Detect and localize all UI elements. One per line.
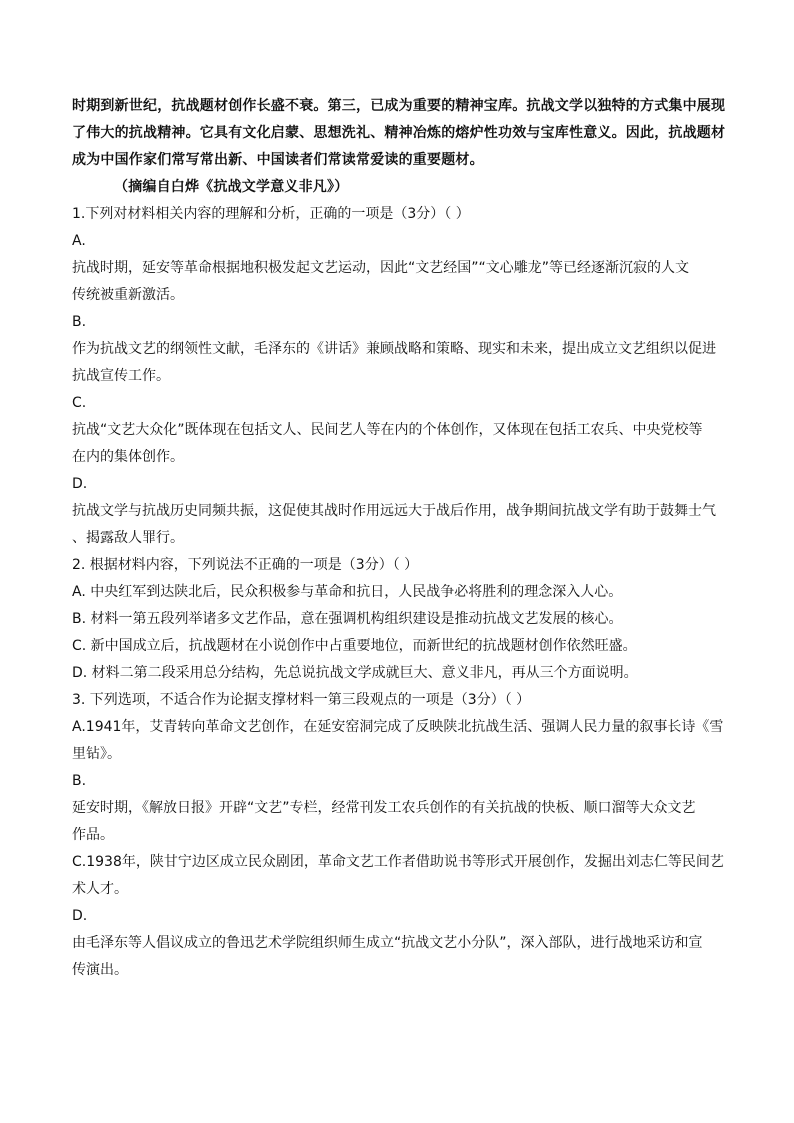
q1-option-d-label: D. bbox=[72, 476, 88, 492]
q3-option-c-text: 术人才。 bbox=[72, 881, 128, 897]
q1-option-c-text: 抗战“文艺大众化”既体现在包括文人、民间艺人等在内的个体创作，又体现在包括工农兵、中央党校等 bbox=[72, 422, 703, 438]
passage-line: 时期到新世纪，抗战题材创作长盛不衰。第三，已成为重要的精神宝库。抗战文学以独特的方式集中展现 bbox=[72, 98, 726, 114]
question-3-stem: 3. 下列选项，不适合作为论据支撑材料一第三段观点的一项是（3分）（ ） bbox=[72, 692, 531, 708]
q1-option-d-text: 、揭露敌人罪行。 bbox=[72, 530, 184, 546]
passage-line: 成为中国作家们常写常出新、中国读者们常读常爱读的重要题材。 bbox=[72, 152, 484, 168]
q2-option-a: A. 中央红军到达陕北后，民众积极参与革命和抗日，人民战争必将胜利的理念深入人心。 bbox=[72, 584, 623, 600]
q1-option-b-text: 作为抗战文艺的纲领性文献，毛泽东的《讲话》兼顾战略和策略、现实和未来，提出成立文艺组织以促进 bbox=[72, 341, 716, 357]
q3-option-b-text: 作品。 bbox=[72, 827, 114, 843]
passage-line: 了伟大的抗战精神。它具有文化启蒙、思想洗礼、精神冶炼的熔炉性功效与宝库性意义。因此，抗战题材 bbox=[72, 125, 726, 141]
q2-option-d: D. 材料二第二段采用总分结构，先总说抗战文学成就巨大、意义非凡，再从三个方面说明。 bbox=[72, 665, 638, 681]
q1-option-a-text: 传统被重新激活。 bbox=[72, 287, 184, 303]
q3-option-a-text: 里钻》。 bbox=[72, 746, 121, 762]
q1-option-b-text: 抗战宣传工作。 bbox=[72, 368, 170, 384]
q3-option-b-label: B. bbox=[72, 773, 87, 789]
q1-option-a-text: 抗战时期，延安等革命根据地积极发起文艺运动，因此“文艺经国”“文心雕龙”等已经逐渐沉寂的人文 bbox=[72, 260, 690, 276]
q1-option-d-text: 抗战文学与抗战历史同频共振，这促使其战时作用远远大于战后作用，战争期间抗战文学有助于鼓舞士气 bbox=[72, 503, 716, 519]
q3-option-b-text: 延安时期，《解放日报》开辟“文艺”专栏，经常刊发工农兵创作的有关抗战的快板、顺口溜等大众文艺 bbox=[72, 800, 696, 816]
q1-option-c-label: C. bbox=[72, 395, 87, 411]
q3-option-a-text: A.1941年，艾青转向革命文艺创作，在延安窑洞完成了反映陕北抗战生活、强调人民力量的叙事长诗《雪 bbox=[72, 719, 724, 735]
q1-option-b-label: B. bbox=[72, 314, 87, 330]
q1-option-a-label: A. bbox=[72, 233, 86, 249]
q3-option-d-label: D. bbox=[72, 908, 88, 924]
q1-option-c-text: 在内的集体创作。 bbox=[72, 449, 184, 465]
q3-option-d-text: 由毛泽东等人倡议成立的鲁迅艺术学院组织师生成立“抗战文艺小分队”，深入部队，进行战地采访和宣 bbox=[72, 935, 703, 951]
q3-option-d-text: 传演出。 bbox=[72, 962, 128, 978]
question-2-stem: 2. 根据材料内容，下列说法不正确的一项是（3分）（ ） bbox=[72, 557, 419, 573]
q3-option-c-text: C.1938年，陕甘宁边区成立民众剧团，革命文艺工作者借助说书等形式开展创作，发掘出刘志仁等民间艺 bbox=[72, 854, 724, 870]
question-1-stem: 1.下列对材料相关内容的理解和分析，正确的一项是（3分）（ ） bbox=[72, 206, 470, 222]
passage-source: （摘编自白烨《抗战文学意义非凡》） bbox=[114, 179, 349, 195]
q2-option-b: B. 材料一第五段列举诸多文艺作品，意在强调机构组织建设是推动抗战文艺发展的核心。 bbox=[72, 611, 623, 627]
q2-option-c: C. 新中国成立后，抗战题材在小说创作中占重要地位，而新世纪的抗战题材创作依然旺盛。 bbox=[72, 638, 637, 654]
